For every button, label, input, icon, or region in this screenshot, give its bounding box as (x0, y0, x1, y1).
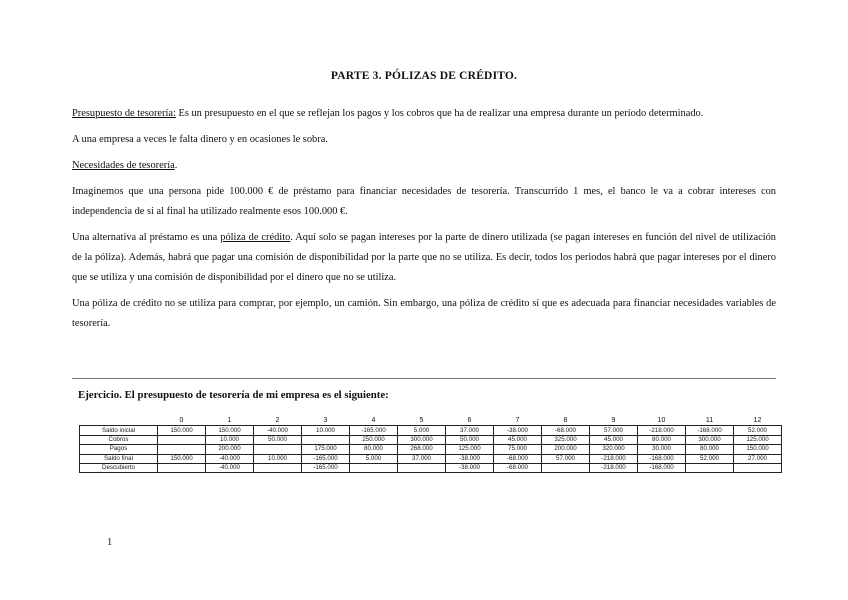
table-cell (734, 463, 782, 472)
table-cell: 300.000 (398, 435, 446, 444)
table-cell: -218.000 (590, 463, 638, 472)
table-cell: -168.000 (638, 463, 686, 472)
period-header: 2 (275, 417, 280, 425)
table-row (80, 463, 782, 472)
table-cell: -68.000 (494, 463, 542, 472)
table-cell: 10.000 (254, 454, 302, 463)
table-cell: 150.000 (734, 445, 782, 454)
treasury-budget-table (79, 417, 782, 473)
table-cell: 27.000 (734, 454, 782, 463)
table-header-row (80, 417, 782, 426)
row-label: Saldo final (80, 454, 158, 463)
table-cell: -40.000 (254, 426, 302, 435)
page-title: PARTE 3. PÓLIZAS DE CRÉDITO. (330, 70, 518, 82)
exercise-title: Ejercicio. El presupuesto de tesorería de mi empresa es el siguiente: (78, 389, 389, 401)
table-cell (254, 445, 302, 454)
table-cell: 80.000 (686, 445, 734, 454)
row-label: Descubierto (80, 463, 158, 472)
table-cell: 80.000 (350, 445, 398, 454)
period-header: 10 (657, 417, 666, 425)
table-row (80, 435, 782, 444)
table-cell: 45.000 (590, 435, 638, 444)
table-cell: 80.000 (638, 435, 686, 444)
table-row (80, 426, 782, 435)
table-cell: 150.000 (158, 454, 206, 463)
paragraph-necesidades: Necesidades de tesorería. (72, 160, 178, 171)
paragraph-presupuesto: Presupuesto de tesorería: Es un presupuesto en el que se reflejan los pagos y los cobros que ha de realizar una empresa durante un periodo determinado. (72, 108, 704, 119)
table-cell: -40.000 (206, 463, 254, 472)
table-cell: -168.000 (686, 426, 734, 435)
table-row (80, 454, 782, 463)
table-cell: -165.000 (350, 426, 398, 435)
table-cell: 200.000 (206, 445, 254, 454)
table-cell: -218.000 (638, 426, 686, 435)
table-cell: 50.000 (446, 435, 494, 444)
term-necesidades: Necesidades de tesorería (72, 160, 175, 171)
table-cell: -165.000 (302, 463, 350, 472)
paragraph-alternativa: Una alternativa al préstamo es una póliza de crédito. Aquí solo se pagan intereses por la parte de dinero utilizada (se pagan intereses en función del nivel de utilización de la póliza). Además, habrá que pagar una comisión de disponibilidad por la parte que no se utiliza. Es decir, todos los periodos habrá que pagar intereses por el dinero que se utiliza y una comisión de disponibilidad por el dinero que no se utiliza. (72, 232, 776, 283)
period-header: 12 (753, 417, 762, 425)
body-text (72, 104, 776, 340)
term-poliza: póliza de crédito (220, 232, 291, 243)
period-header: 3 (323, 417, 328, 425)
table-cell (542, 463, 590, 472)
table-cell: 57.000 (590, 426, 638, 435)
row-label: Pagos (80, 445, 158, 454)
paragraph-camion: Una póliza de crédito no se utiliza para comprar, por ejemplo, un camión. Sin embargo, una póliza de crédito sí que es adecuada para financiar necesidades variables de tesorería. (72, 298, 776, 329)
table-cell: 5.000 (350, 454, 398, 463)
period-header: 9 (611, 417, 616, 425)
table-cell: 300.000 (686, 435, 734, 444)
table-cell: -40.000 (206, 454, 254, 463)
table-cell: 57.000 (542, 454, 590, 463)
table-cell (302, 435, 350, 444)
table-cell (686, 463, 734, 472)
table-cell: -38.000 (446, 463, 494, 472)
table-cell: 150.000 (158, 426, 206, 435)
table-cell: -165.000 (302, 454, 350, 463)
period-header: 8 (563, 417, 568, 425)
table-cell: -38.000 (494, 426, 542, 435)
table-cell: 200.000 (542, 445, 590, 454)
row-label: Saldo inicial (80, 426, 158, 435)
page-number: 1 (107, 537, 113, 548)
table-cell: 320.000 (590, 445, 638, 454)
paragraph-prestamo: Imaginemos que una persona pide 100.000 € de préstamo para financiar necesidades de tesorería. Transcurrido 1 mes, el banco le va a cobrar intereses con independencia de si al final ha utilizado realmente esos 100.000 €. (72, 186, 776, 217)
table-cell (158, 463, 206, 472)
table-cell: -38.000 (446, 454, 494, 463)
table-cell: 75.000 (494, 445, 542, 454)
period-header: 1 (227, 417, 232, 425)
table-cell (350, 463, 398, 472)
table-cell: 250.000 (350, 435, 398, 444)
table-cell: 10.000 (302, 426, 350, 435)
table-cell: 45.000 (494, 435, 542, 444)
term-presupuesto: Presupuesto de tesorería: (72, 108, 176, 119)
period-header: 5 (419, 417, 424, 425)
table-cell: 30.000 (638, 445, 686, 454)
header-corner (80, 417, 158, 426)
table-cell: 175.000 (302, 445, 350, 454)
table-cell: 125.000 (734, 435, 782, 444)
table-cell: 52.000 (734, 426, 782, 435)
period-header: 0 (179, 417, 184, 425)
table-cell: 52.000 (686, 454, 734, 463)
table-cell: 50.000 (254, 435, 302, 444)
table-cell: 125.000 (446, 445, 494, 454)
period-header: 7 (515, 417, 520, 425)
table-cell: 268.000 (398, 445, 446, 454)
table-cell (158, 445, 206, 454)
period-header: 6 (467, 417, 472, 425)
table-cell: 37.000 (398, 454, 446, 463)
period-header: 4 (371, 417, 376, 425)
table-cell (254, 463, 302, 472)
table-cell: -168.000 (638, 454, 686, 463)
row-label: Cobros (80, 435, 158, 444)
table-cell: -68.000 (542, 426, 590, 435)
table-row (80, 445, 782, 454)
table-cell: 37.000 (446, 426, 494, 435)
table-cell: 325.000 (542, 435, 590, 444)
table-cell: 5.000 (398, 426, 446, 435)
table-cell: 150.000 (206, 426, 254, 435)
table-cell (398, 463, 446, 472)
table-cell: 10.000 (206, 435, 254, 444)
table-cell: -218.000 (590, 454, 638, 463)
period-header: 11 (705, 417, 714, 425)
horizontal-divider (72, 378, 776, 379)
table-cell (158, 435, 206, 444)
paragraph-falta-dinero: A una empresa a veces le falta dinero y en ocasiones le sobra. (72, 134, 328, 145)
table-cell: -68.000 (494, 454, 542, 463)
